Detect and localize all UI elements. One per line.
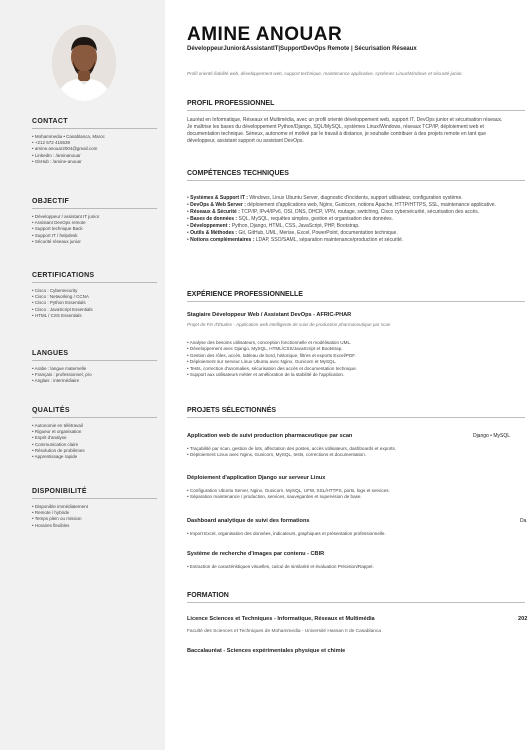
list-item: • Sécurité réseaux junior — [32, 239, 157, 245]
skill-text: Python, Django, HTML, CSS, JavaScript, PHP, Bootstrap. — [230, 223, 360, 229]
list-item: • Séparation maintenance / production, services, sauvegardes et supervision de base. — [187, 494, 507, 500]
skill-text: déploiement d'applications web, Nginx, Gunicorn, notions Apache, HTTP/HTTPS, SSL, maintenance applicative. — [245, 202, 496, 208]
list-item: • Import Excel, organisation des données, indicateurs, graphiques et présentation professionnelle. — [187, 531, 507, 537]
list-item: • Horaires flexibles — [32, 523, 157, 529]
list-item: • Résolution de problèmes — [32, 448, 157, 454]
contact-phone[interactable]: • +212 672 415539 — [32, 140, 157, 146]
list-item: • Développeur / assistant IT junior — [32, 214, 157, 220]
job-title: Stagiaire Développeur Web / Assistant DevOps - AFRIC-PHAR — [187, 312, 352, 318]
list-item — [187, 209, 507, 216]
list-item: • Cisco : Networking / CCNA — [32, 294, 157, 300]
contact-linkedin[interactable]: • LinkedIn : /aminanouar — [32, 153, 157, 159]
list-item: • Français : professionnel, pro — [32, 372, 157, 378]
list-item — [187, 237, 507, 244]
list-item: • Anglais : intermédiaire — [32, 378, 157, 384]
disponibilite-section — [32, 488, 157, 529]
contact-location: • Mohammedia • Casablanca, Maroc — [32, 134, 157, 140]
job-subtitle: Projet de Fin d'Études - Application web intelligente de suivi de production pharmaceutique par scan — [187, 322, 391, 327]
list-item: • Gestion des rôles, accès, tableau de bord, historique, filtres et exports Excel/PDF. — [187, 353, 507, 359]
skill-text: LDAP, SSO/SAML, séparation maintenance/production et sécurité. — [254, 237, 404, 243]
skill-label: Réseaux & Sécurité : — [190, 209, 240, 215]
list-item: • Extraction de caractéristiques visuelles, calcul de similarité et évaluation Précision/Rappel. — [187, 564, 507, 570]
education-title: Baccalauréat - Sciences expérimentales physique et chimie — [187, 648, 346, 654]
skill-text: Windows, Linux Ubuntu Server, diagnostic d'incidents, support utilisateur, configuration système. — [247, 195, 463, 201]
list-item: • Assistant DevOps remote — [32, 220, 157, 226]
objectif-section — [32, 198, 157, 245]
objectif-title: OBJECTIF — [32, 198, 157, 209]
candidate-name: AMINE ANOUAR — [187, 24, 343, 45]
competences-title: COMPÉTENCES TECHNIQUES — [187, 170, 525, 181]
list-item: • Cisco : Cybersecurity — [32, 288, 157, 294]
list-item: • Arabe : langue maternelle — [32, 366, 157, 372]
project-title: Application web de suivi production pharmaceutique par scan — [187, 433, 353, 439]
skill-label: Outils & Méthodes : — [190, 230, 238, 236]
list-item: • Analyse des besoins utilisateurs, conception fonctionnelle et modélisation UML. — [187, 340, 507, 346]
skill-text: Git, GitHub, UML, Merise, Excel, PowerPoint, documentation technique. — [237, 230, 398, 236]
list-item — [187, 195, 507, 202]
list-item: • Cisco : JavaScript Essentials — [32, 307, 157, 313]
projets-title: PROJETS SÉLECTIONNÉS — [187, 407, 525, 418]
list-item — [187, 223, 507, 230]
list-item: • Déploiement Linux avec Nginx, Gunicorn, MySQL, tests, corrections et documentation. — [187, 452, 507, 458]
skill-text: TCP/IP, IPv4/IPv6, OSI, DNS, DHCP, VPN, routage, switching, Cisco cybersécurité, sécurisation des accès. — [239, 209, 480, 215]
tagline: Profil orienté fiabilité web, développement web, support technique, maintenance applicative, systèmes Linux/Windows et sécurité junior. — [187, 71, 463, 76]
contact-github[interactable]: • GitHub : /amine-anouar — [32, 159, 157, 165]
list-item — [187, 216, 507, 223]
profile-photo — [52, 25, 116, 101]
project-tech: Da — [520, 518, 527, 524]
list-item: • Autonomie en télétravail — [32, 423, 157, 429]
competences-list — [187, 195, 507, 244]
list-item: • Support technique Back — [32, 226, 157, 232]
experience-list — [187, 340, 507, 378]
project-list — [187, 488, 507, 501]
list-item — [187, 230, 507, 237]
list-item: • Traçabilité par scan, gestion de lots, affectation des postes, accès utilisateurs, dashboards et exports. — [187, 446, 507, 452]
langues-section — [32, 350, 157, 385]
list-item — [187, 202, 507, 209]
list-item: • Communication claire — [32, 442, 157, 448]
contact-email[interactable]: • amine.anouar2004@gmail.com — [32, 146, 157, 152]
profil-title: PROFIL PROFESSIONNEL — [187, 100, 525, 111]
contact-section — [32, 118, 157, 165]
qualites-section — [32, 407, 157, 460]
list-item: • Tests, correction d'anomalies, sécurisation des accès et documentation technique. — [187, 366, 507, 372]
skill-label: Développement : — [190, 223, 231, 229]
project-tech: Django • MySQL — [472, 433, 510, 439]
avatar-icon — [52, 25, 116, 101]
qualites-title: QUALITÉS — [32, 407, 157, 418]
list-item: • Déploiement sur serveur Linux Ubuntu avec Nginx, Gunicorn et MySQL. — [187, 359, 507, 365]
headline: DéveloppeurJunior&AssistantIT|SupportDevOps Remote | Sécurisation Réseaux — [187, 46, 417, 52]
profil-text: Lauréat en Informatique, Réseaux et Multimédia, avec un profil orienté développement web, support IT, DevOps junior et sécurisation réseaux. Je maîtrise les bases du développement Python/Django, SQL/MySQL, systèmes Linux/Windows, réseaux TCP/IP, déploiement web et documentation technique. Sérieux, autonome et motivé par le travail à distance, je souhaite contribuer à des projets remote en tant que développeur, assistant support ou assistant DevOps. — [187, 117, 503, 144]
list-item: • Remote / hybride — [32, 510, 157, 516]
disponibilite-title: DISPONIBILITÉ — [32, 488, 157, 499]
skill-label: DevOps & Web Server : — [190, 202, 246, 208]
list-item: • Rigueur et organisation — [32, 429, 157, 435]
list-item: • Configuration Ubuntu Server, Nginx, Gunicorn, MySQL, UFW, SSL/HTTPS, ports, logs et services. — [187, 488, 507, 494]
experience-title: EXPÉRIENCE PROFESSIONNELLE — [187, 291, 525, 302]
skill-label: Systèmes & Support IT : — [190, 195, 248, 201]
project-title: Dashboard analytique de suivi des formations — [187, 518, 310, 524]
project-list — [187, 564, 507, 570]
project-title: Système de recherche d'images par contenu - CBIR — [187, 551, 325, 557]
list-item: • Temps plein ou mission — [32, 516, 157, 522]
education-year: 202 — [518, 616, 528, 622]
list-item: • Disponible immédiatement — [32, 504, 157, 510]
langues-title: LANGUES — [32, 350, 157, 361]
list-item: • Développement avec Django, MySQL, HTML/CSS/JavaScript et Bootstrap. — [187, 346, 507, 352]
list-item: • Cisco : Python Essentials — [32, 300, 157, 306]
project-list — [187, 531, 507, 537]
education-title: Licence Sciences et Techniques - Informatique, Réseaux et Multimédia — [187, 616, 375, 622]
skill-label: Notions complémentaires : — [190, 237, 255, 243]
project-list — [187, 446, 507, 459]
contact-title: CONTACT — [32, 118, 157, 129]
certifications-section — [32, 272, 157, 319]
skill-text: SQL, MySQL, requêtes simples, gestion et organisation des données. — [237, 216, 394, 222]
formation-title: FORMATION — [187, 592, 525, 603]
education-school: Faculté des Sciences et Techniques de Mohammedia - Université Hassan II de Casablanca — [187, 629, 382, 634]
certifications-title: CERTIFICATIONS — [32, 272, 157, 283]
list-item: • Esprit d'analyse — [32, 435, 157, 441]
list-item: • Support IT / helpdesk — [32, 233, 157, 239]
skill-label: Bases de données : — [190, 216, 238, 222]
list-item: • Apprentissage rapide — [32, 454, 157, 460]
list-item: • HTML / CSS Essentials — [32, 313, 157, 319]
project-title: Déploiement d'application Django sur serveur Linux — [187, 475, 326, 481]
list-item: • Support aux utilisateurs métier et amélioration de la stabilité de l'application. — [187, 372, 507, 378]
